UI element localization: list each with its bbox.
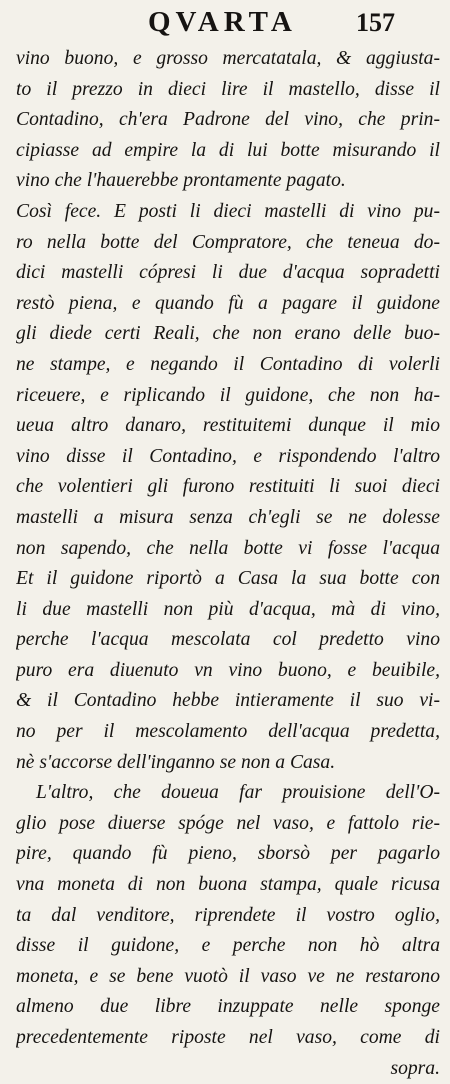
text-line: vino disse il Contadino, e rispondendo l'altro bbox=[16, 445, 440, 467]
text-line: precedentemente riposte nel vaso, come di bbox=[16, 1027, 440, 1048]
text-line: almeno due libre inzuppate nelle sponge bbox=[16, 996, 440, 1018]
page-number: 157 bbox=[356, 8, 395, 37]
text-line: pire, quando fù pieno, sborsò per pagarlo bbox=[16, 843, 440, 865]
text-line: & il Contadino hebbe intieramente il suo vi- bbox=[16, 690, 440, 712]
text-line: gli diede certi Reali, che non erano delle buo- bbox=[16, 323, 440, 345]
text-line: riceuere, e riplicando il guidone, che non ha- bbox=[16, 384, 440, 406]
text-line: che volentieri gli furono restituiti li suoi dieci bbox=[16, 476, 440, 498]
text-line: Così fece. E posti li dieci mastelli di vino pu- bbox=[16, 200, 440, 222]
text-line: perche l'acqua mescolata col predetto vino bbox=[16, 629, 440, 651]
text-line: ta dal venditore, riprendete il vostro oglio, bbox=[16, 904, 440, 926]
text-line: no per il mescolamento dell'acqua predetta, bbox=[16, 721, 440, 743]
text-line: Et il guidone riportò a Casa la sua botte con bbox=[16, 568, 440, 590]
text-line: non sapendo, che nella botte vi fosse l'acqua bbox=[16, 537, 440, 559]
text-line: moneta, e se bene vuotò il vaso ve ne restarono bbox=[16, 965, 440, 987]
text-line: li due mastelli non più d'acqua, mà di vino, bbox=[16, 598, 440, 620]
text-line: mastelli a misura senza ch'egli se ne dolesse bbox=[16, 506, 440, 528]
text-line: Contadino, ch'era Padrone del vino, che prin- bbox=[16, 109, 440, 131]
text-line: vino buono, e grosso mercatatala, & aggiusta- bbox=[16, 48, 440, 69]
text-line: nè s'accorse dell'inganno se non a Casa. bbox=[16, 751, 336, 773]
text-line: ro nella botte del Compratore, che teneua do- bbox=[16, 231, 440, 253]
text-line: ueua altro danaro, restituitemi dunque il mio bbox=[16, 415, 440, 437]
page-header bbox=[0, 2, 450, 42]
running-head: QVARTA bbox=[148, 6, 297, 38]
text-line: dici mastelli cópresi li due d'acqua sopradetti bbox=[16, 262, 440, 284]
text-line: sopra. bbox=[390, 1057, 440, 1079]
text-line: restò piena, e quando fù a pagare il guidone bbox=[16, 292, 440, 314]
text-line: cipiasse ad empire la di lui botte misurando il bbox=[16, 139, 440, 161]
body-text bbox=[16, 44, 440, 1084]
text-line: to il prezzo in dieci lire il mastello, disse il bbox=[16, 78, 440, 100]
text-line: disse il guidone, e perche non hò altra bbox=[16, 935, 440, 957]
text-line: glio pose diuerse spóge nel vaso, e fattolo rie- bbox=[16, 812, 440, 834]
text-line: vna moneta di non buona stampa, quale ricusa bbox=[16, 874, 440, 896]
text-line: ne stampe, e negando il Contadino di volerli bbox=[16, 353, 440, 375]
text-line: vino che l'hauerebbe prontamente pagato. bbox=[16, 170, 346, 192]
text-line: L'altro, che doueua far prouisione dell'O- bbox=[36, 782, 440, 804]
text-line: puro era diuenuto vn vino buono, e beuibile, bbox=[16, 659, 440, 681]
